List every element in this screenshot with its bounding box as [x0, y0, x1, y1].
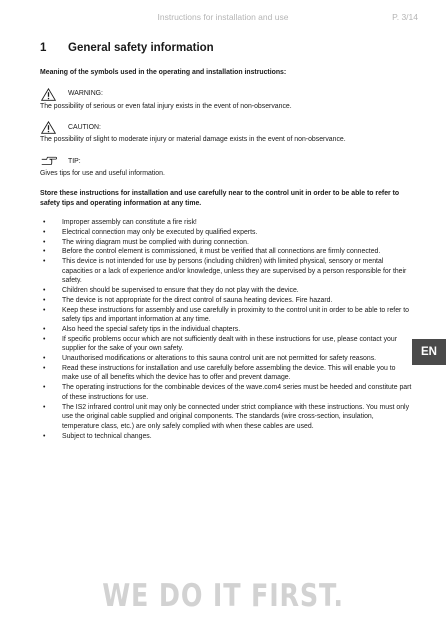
- list-item: • The IS2 infrared control unit may only be connected under strict compliance with these instructions. You must only use the original cable supplied and original components. The standards (wire cross-section, insulation, temperature class, etc.) are only safely complied with when these cables are used.: [43, 403, 410, 430]
- caution-triangle-icon: [41, 121, 57, 135]
- bullet-glyph: •: [43, 355, 46, 363]
- symbol-description: Gives tips for use and useful information.: [40, 170, 165, 178]
- list-item: • This device is not intended for use by persons (including children) with limited physical, sensory or mental capacities or a lack of experience and/or knowledge, unless they are supervised by a person responsible for their safety.: [43, 258, 407, 285]
- list-item: • Children should be supervised to ensure that they do not play with the device.: [43, 287, 299, 295]
- symbol-label: CAUTION:: [68, 124, 101, 132]
- symbol-description: The possibility of slight to moderate injury or material damage exists in the event of non-observance.: [40, 136, 346, 144]
- bullet-glyph: •: [43, 287, 46, 295]
- bullet-glyph: •: [43, 325, 46, 333]
- bullet-glyph: •: [43, 258, 46, 266]
- bullet-glyph: •: [43, 219, 46, 227]
- symbol-label: TIP:: [68, 157, 81, 165]
- symbol-label: WARNING:: [68, 90, 103, 98]
- bullet-glyph: •: [43, 335, 46, 343]
- page-number: P. 3/14: [392, 12, 418, 22]
- section-title: General safety information: [68, 42, 214, 54]
- safety-list: [40, 218, 412, 441]
- symbol-warning: [40, 87, 412, 102]
- header-title: Instructions for installation and use: [157, 12, 289, 22]
- bullet-glyph: •: [43, 228, 46, 236]
- bullet-glyph: •: [43, 306, 46, 314]
- list-item: • Subject to technical changes.: [43, 432, 152, 440]
- section-number: 1: [40, 42, 47, 54]
- list-item: • The wiring diagram must be complied with during connection.: [43, 238, 249, 246]
- warning-triangle-icon: [41, 87, 57, 101]
- list-item: • Read these instructions for installation and use carefully before assembling the device. This will enable you to make use of all benefits which the device has to offer and prevent damage.: [43, 364, 396, 382]
- list-item: • If specific problems occur which are not sufficiently dealt with in these instructions for use, please contact your supplier for the sake of your own safety.: [43, 335, 397, 353]
- list-item: • Keep these instructions for assembly and use carefully in proximity to the control unit in order to be able to refer to safety tips and important information at any time.: [43, 306, 410, 324]
- bullet-glyph: •: [43, 384, 46, 392]
- list-item: • The operating instructions for the combinable devices of the wave.com4 series must be heeded and constitute part of these instructions for use.: [43, 384, 412, 401]
- bullet-glyph: •: [43, 364, 46, 372]
- bullet-glyph: •: [43, 238, 46, 246]
- language-tab: EN: [412, 339, 446, 365]
- symbol-caution: [40, 120, 412, 135]
- list-item: • Improper assembly can constitute a fire risk!: [43, 219, 197, 227]
- list-item: • Unauthorised modifications or alterations to this sauna control unit are not permitted for safety reasons.: [43, 355, 377, 363]
- symbols-heading: Meaning of the symbols used in the operating and installation instructions:: [40, 69, 287, 76]
- section-heading: [40, 42, 214, 54]
- bullet-glyph: •: [43, 248, 46, 256]
- list-item: • Before the control element is commissioned, it must be verified that all connections are firmly connected.: [43, 248, 381, 256]
- bullet-glyph: •: [43, 432, 46, 440]
- bullet-glyph: •: [43, 296, 46, 304]
- list-item: • The device is not appropriate for the direct control of sauna heating devices. Fire hazard.: [43, 296, 333, 304]
- slogan: WE DO IT FIRST.: [102, 578, 344, 614]
- bullet-glyph: •: [43, 403, 46, 411]
- storage-note: Store these instructions for installation and use carefully near to the control unit in order to be able to refer to safety tips and operating information at any time.: [40, 189, 400, 207]
- symbol-tip: [40, 154, 412, 169]
- page-content: [40, 68, 412, 441]
- list-item: • Also heed the special safety tips in the individual chapters.: [43, 325, 241, 333]
- list-item: • Electrical connection may only be executed by qualified experts.: [43, 228, 258, 236]
- symbol-description: The possibility of serious or even fatal injury exists in the event of non-observance.: [40, 102, 292, 110]
- pointing-hand-icon: [41, 155, 57, 169]
